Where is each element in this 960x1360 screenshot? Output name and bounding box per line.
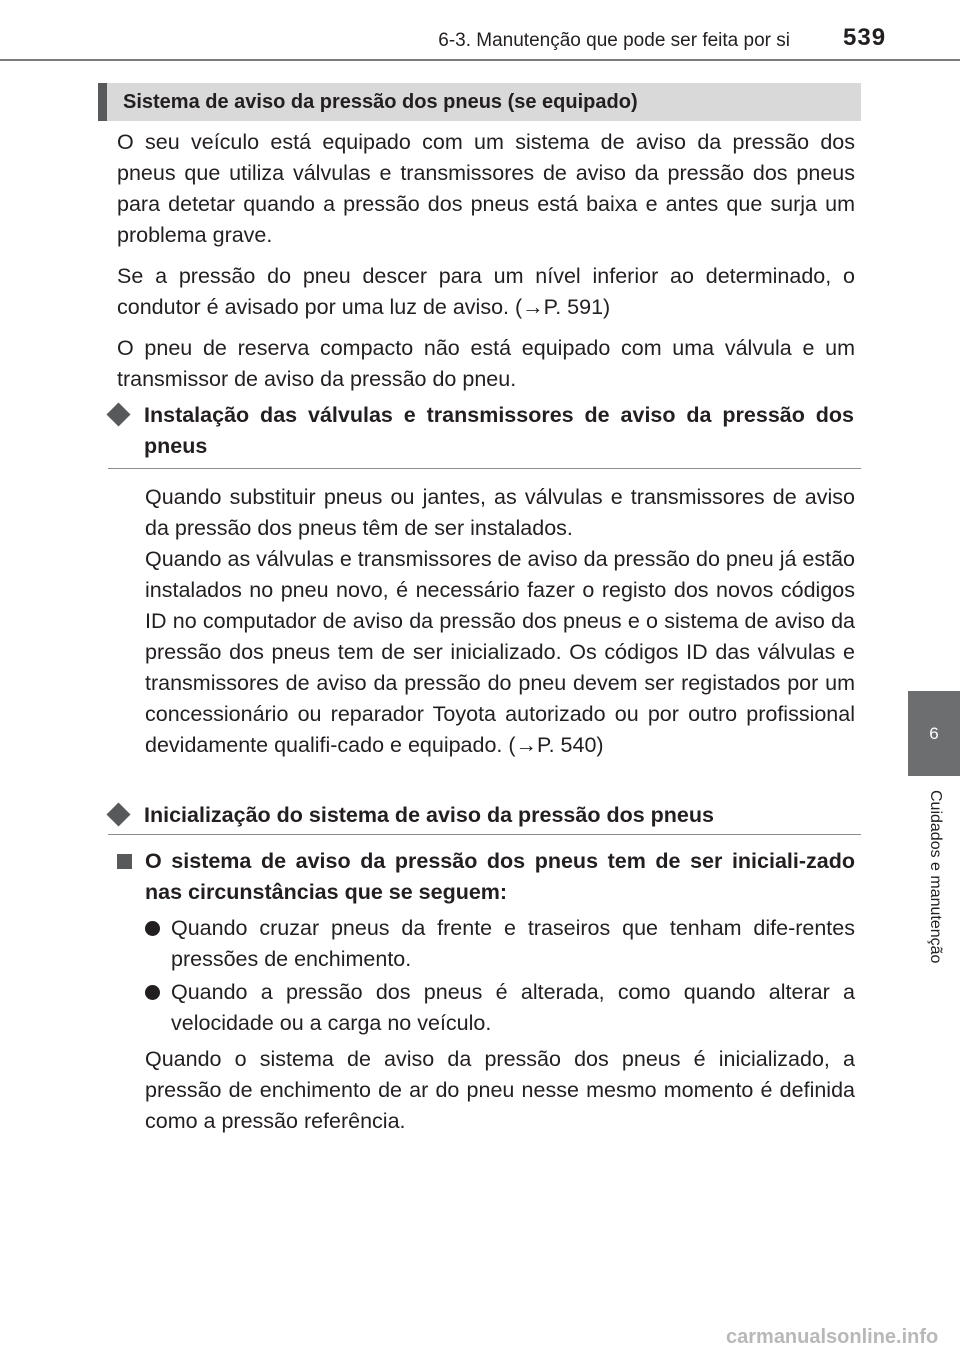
intro-text <box>117 127 855 395</box>
condition-title: O sistema de aviso da pressão dos pneus tem de ser iniciali-zado nas circunstâncias que se seguem: <box>145 849 855 904</box>
chapter-tab: 6 <box>908 691 960 776</box>
subheading-install-text: Instalação das válvulas e transmissores de aviso da pressão dos pneus <box>144 403 854 458</box>
page-number: 539 <box>843 24 887 51</box>
round-bullet-icon <box>145 985 160 1000</box>
round-bullet-icon <box>145 921 160 936</box>
chapter-tab-label: Cuidados e manutenção <box>927 790 944 964</box>
subheading-init <box>108 800 861 835</box>
closing-paragraph: Quando o sistema de aviso da pressão dos pneus é inicializado, a pressão de enchimento de ar do pneu nesse mesmo momento é definida como a pressão referência. <box>145 1047 855 1133</box>
install-paragraph: Quando substituir pneus ou jantes, as válvulas e transmissores de aviso da pressão dos pneus têm de ser instalados. <box>145 485 855 540</box>
subheading-install <box>108 400 861 469</box>
list-item-text: Quando cruzar pneus da frente e traseiros que tenham dife-rentes pressões de enchimento. <box>171 916 855 971</box>
header-rule <box>0 59 960 61</box>
diamond-bullet-icon <box>106 802 130 826</box>
section-title-box <box>98 83 861 121</box>
install-paragraph: Quando as válvulas e transmissores de aviso da pressão do pneu já estão instalados no pneu novo, é necessário fazer o registo dos novos códigos ID no computador de aviso da pressão dos pneus e o sistema de aviso da pressão dos pneus tem de ser inicializado. Os códigos ID das válvulas e transmissores de aviso da pressão do pneu devem ser registados por um concessionário ou reparador Toyota autorizado ou por outro profissional devidamente qualifi-cado e equipado. (→P. 540) <box>145 547 855 757</box>
list-item <box>145 913 855 975</box>
intro-paragraph: Se a pressão do pneu descer para um nível inferior ao determinado, o condutor é avisado por uma luz de aviso. (→P. 591) <box>117 264 855 319</box>
install-text <box>145 482 855 761</box>
section-title: Sistema de aviso da pressão dos pneus (se equipado) <box>123 91 638 113</box>
watermark: carmanualsonline.info <box>726 1326 939 1348</box>
intro-paragraph: O pneu de reserva compacto não está equipado com uma válvula e um transmissor de aviso da pressão do pneu. <box>117 336 855 391</box>
diamond-bullet-icon <box>106 402 130 426</box>
list-item-text: Quando a pressão dos pneus é alterada, como quando alterar a velocidade ou a carga no veículo. <box>171 980 855 1035</box>
subheading-init-text: Inicialização do sistema de aviso da pressão dos pneus <box>144 803 714 827</box>
square-bullet-icon <box>117 854 132 869</box>
running-header-section: 6-3. Manutenção que pode ser feita por si <box>438 30 790 51</box>
intro-paragraph: O seu veículo está equipado com um sistema de aviso da pressão dos pneus que utiliza válvulas e transmissores de aviso da pressão dos pneus para detetar quando a pressão dos pneus está baixa e antes que surja um problema grave. <box>117 130 855 247</box>
list-item <box>145 977 855 1039</box>
condition-heading <box>117 846 855 908</box>
